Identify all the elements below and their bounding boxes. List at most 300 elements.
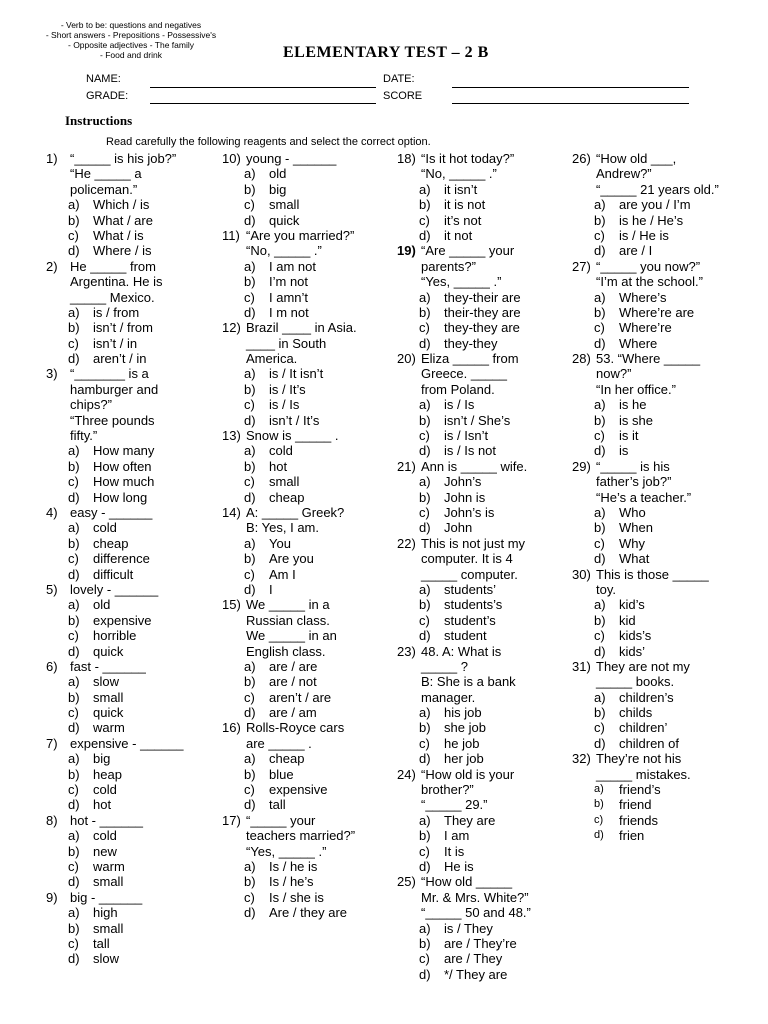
option-text: old [269, 166, 287, 182]
option-text: friends [619, 812, 659, 828]
option-letter: a) [419, 289, 431, 305]
option-text: quick [93, 643, 124, 659]
question-text: father’s job?” [596, 474, 672, 490]
option-letter: c) [68, 474, 79, 490]
option-text: How long [93, 489, 148, 505]
option-text: aren’t / are [269, 689, 332, 705]
option-letter: a) [68, 905, 80, 921]
option-text: is it [619, 428, 639, 444]
question-number: 30) [572, 566, 591, 582]
question-number: 32) [572, 751, 591, 767]
option-text: big [269, 181, 287, 197]
option-letter: b) [244, 551, 256, 567]
option-text: What / are [93, 212, 153, 228]
option-text: high [93, 905, 118, 921]
question-text: They are not my [596, 658, 690, 674]
question-text: Russian class. [246, 612, 330, 628]
question-text: Snow is _____ . [246, 428, 339, 444]
question-text: hot - ______ [70, 812, 144, 828]
question-text: expensive - ______ [70, 735, 184, 751]
option-letter: a) [68, 674, 80, 690]
option-letter: c) [244, 782, 255, 798]
option-letter: c) [419, 951, 430, 967]
option-letter: a) [68, 520, 80, 536]
question-text: now?” [596, 366, 632, 382]
question-number: 13) [222, 428, 241, 444]
option-letter: a) [244, 443, 256, 459]
option-text: small [93, 874, 124, 890]
option-text: friend [619, 797, 652, 813]
question-text: “In her office.” [596, 381, 676, 397]
question-number: 15) [222, 597, 241, 613]
option-letter: b) [594, 520, 606, 536]
topics-list [26, 20, 236, 60]
question-text: “Yes, _____ .” [246, 843, 327, 859]
option-letter: b) [594, 705, 606, 721]
question-number: 18) [397, 151, 416, 166]
option-letter: d) [244, 581, 256, 597]
option-text: friend’s [619, 782, 661, 798]
option-letter: b) [594, 304, 606, 320]
score-field[interactable] [452, 103, 689, 104]
option-text: warm [93, 858, 125, 874]
question-text: “Is it hot today?” [421, 151, 515, 166]
question-text: Ann is _____ wife. [421, 458, 528, 474]
option-text: warm [93, 720, 125, 736]
option-letter: b) [244, 874, 256, 890]
option-letter: b) [244, 458, 256, 474]
option-text: Why [619, 535, 645, 551]
question-text: “_____ 50 and 48.” [421, 905, 531, 921]
option-letter: c) [419, 212, 430, 228]
option-text: small [269, 197, 300, 213]
question-text: “How old _____ [421, 874, 513, 890]
question-text: “How old is your [421, 766, 515, 782]
question-number: 29) [572, 458, 591, 474]
question-text: “Three pounds [70, 412, 155, 428]
question-text: Argentina. He is [70, 274, 163, 290]
option-text: Are you [269, 551, 314, 567]
option-letter: a) [244, 858, 256, 874]
option-text: kid’s [619, 597, 645, 613]
option-letter: b) [419, 304, 431, 320]
option-text: It is [444, 843, 465, 859]
option-text: You [269, 535, 291, 551]
question-number: 19) [397, 243, 416, 259]
option-text: blue [269, 766, 294, 782]
option-text: Where [619, 335, 658, 351]
option-text: John is [444, 489, 486, 505]
option-letter: c) [419, 428, 430, 444]
option-text: their-they are [444, 304, 521, 320]
question-text: This is not just my [421, 535, 526, 551]
question-text: They’re not his [596, 751, 682, 767]
option-text: expensive [269, 782, 328, 798]
option-letter: c) [594, 628, 605, 644]
question-number: 14) [222, 504, 241, 520]
option-letter: b) [419, 935, 431, 951]
option-letter: a) [244, 166, 256, 182]
option-letter: b) [244, 766, 256, 782]
topic-line: - Short answers - Prepositions - Possessive's [45, 30, 217, 40]
option-text: Is / she is [269, 889, 324, 905]
option-letter: b) [68, 320, 80, 336]
option-letter: b) [68, 920, 80, 936]
option-text: children’ [619, 720, 668, 736]
option-letter: d) [244, 212, 256, 228]
option-text: they-they [444, 335, 498, 351]
option-text: cheap [269, 489, 305, 505]
question-text: toy. [596, 581, 616, 597]
grade-label: GRADE: [86, 90, 129, 102]
option-text: quick [269, 212, 300, 228]
question-text: “I’m at the school.” [596, 274, 703, 290]
option-text: tall [269, 797, 286, 813]
option-text: it’s not [444, 212, 482, 228]
option-letter: d) [68, 643, 80, 659]
option-text: How much [93, 474, 155, 490]
option-text: cold [93, 782, 117, 798]
question-text: America. [246, 351, 298, 367]
option-text: What [619, 551, 650, 567]
option-letter: b) [419, 197, 431, 213]
option-text: is he / He’s [619, 212, 684, 228]
question-text: A: _____ Greek? [246, 504, 345, 520]
option-text: are / am [269, 705, 317, 721]
instructions-text: Read carefully the following reagents and select the correct option. [106, 136, 431, 148]
option-letter: d) [419, 227, 431, 243]
option-letter: d) [244, 489, 256, 505]
option-letter: a) [419, 181, 431, 197]
option-letter: c) [244, 566, 255, 582]
option-letter: c) [594, 320, 605, 336]
option-text: How often [93, 458, 152, 474]
option-letter: c) [68, 705, 79, 721]
option-text: is / They [444, 920, 493, 936]
option-text: cold [269, 443, 293, 459]
question-text: fifty.” [70, 428, 98, 444]
question-number: 12) [222, 320, 241, 336]
question-number: 3) [46, 366, 58, 382]
option-text: Where / is [93, 243, 152, 259]
option-letter: b) [594, 412, 606, 428]
option-letter: b) [419, 412, 431, 428]
option-text: When [619, 520, 653, 536]
option-text: is / It’s [269, 381, 306, 397]
option-letter: d) [594, 551, 606, 567]
option-letter: d) [68, 951, 80, 967]
option-text: are / They’re [444, 935, 517, 951]
option-letter: b) [68, 766, 80, 782]
option-text: isn’t / It’s [269, 412, 320, 428]
question-text: chips?” [70, 397, 112, 413]
option-letter: d) [594, 243, 606, 259]
date-field[interactable] [452, 87, 689, 88]
option-text: Where’re [619, 320, 672, 336]
option-text: Is / he is [269, 858, 318, 874]
question-number: 9) [46, 889, 58, 905]
option-text: isn’t / She’s [444, 412, 511, 428]
option-text: hot [269, 458, 288, 474]
option-letter: c) [68, 335, 79, 351]
option-letter: a) [244, 535, 256, 551]
option-letter: a) [594, 597, 606, 613]
option-letter: d) [68, 797, 80, 813]
option-text: they-they are [444, 320, 520, 336]
option-text: student [444, 628, 487, 644]
option-text: big [93, 751, 111, 767]
option-letter: c) [594, 535, 605, 551]
option-letter: c) [419, 504, 430, 520]
option-text: children’s [619, 689, 674, 705]
option-letter: d) [68, 874, 80, 890]
question-text: _____ computer. [421, 566, 518, 582]
option-text: is she [619, 412, 653, 428]
option-text: hot [93, 797, 112, 813]
option-text: John [444, 520, 473, 536]
option-text: I am [444, 828, 470, 844]
score-label: SCORE [383, 90, 423, 102]
option-letter: c) [594, 227, 605, 243]
option-letter: b) [68, 612, 80, 628]
option-letter: a) [244, 658, 256, 674]
question-number: 31) [572, 658, 591, 674]
option-letter: d) [419, 443, 431, 459]
question-text: _____ ? [421, 658, 468, 674]
option-text: I m not [269, 304, 309, 320]
question-text: “_____ your [246, 812, 316, 828]
option-letter: b) [244, 274, 256, 290]
question-text: “_____ 29.” [421, 797, 488, 813]
question-text: “Are _____ your [421, 243, 515, 259]
option-letter: b) [419, 720, 431, 736]
option-text: horrible [93, 628, 137, 644]
option-letter: c) [244, 397, 255, 413]
option-letter: a) [68, 304, 80, 320]
question-number: 2) [46, 258, 58, 274]
question-text: “Are you married?” [246, 227, 355, 243]
option-text: cold [93, 520, 117, 536]
question-text: brother?” [421, 782, 474, 798]
option-text: cheap [93, 535, 129, 551]
option-letter: d) [419, 966, 431, 982]
question-text: hamburger and [70, 381, 159, 397]
question-number: 24) [397, 766, 416, 782]
option-letter: c) [68, 551, 79, 567]
topic-line: - Verb to be: questions and negatives [60, 20, 202, 30]
question-text: “He’s a teacher.” [596, 489, 692, 505]
question-number: 20) [397, 351, 416, 367]
question-number: 7) [46, 735, 58, 751]
option-text: cold [93, 828, 117, 844]
option-letter: d) [594, 643, 606, 659]
option-text: Are / they are [269, 905, 348, 921]
option-letter: c) [68, 858, 79, 874]
question-text: “_______ is a [70, 366, 149, 382]
option-letter: c) [68, 628, 79, 644]
option-letter: a) [68, 828, 80, 844]
option-text: is / from [93, 304, 140, 320]
question-text: Brazil ____ in Asia. [246, 320, 357, 336]
option-text: difficult [93, 566, 134, 582]
question-text: “He _____ a [70, 166, 142, 182]
option-text: Where’s [619, 289, 667, 305]
option-letter: d) [244, 905, 256, 921]
option-letter: b) [68, 843, 80, 859]
question-text: ____ in South [246, 335, 327, 351]
option-text: they-their are [444, 289, 521, 305]
option-text: They are [444, 812, 496, 828]
option-text: is [619, 443, 629, 459]
question-text: “_____ is his job?” [70, 151, 177, 166]
option-letter: d) [68, 566, 80, 582]
option-letter: d) [419, 751, 431, 767]
option-letter: d) [68, 489, 80, 505]
question-text: parents?” [421, 258, 476, 274]
option-letter: a) [68, 751, 80, 767]
question-text: Rolls-Royce cars [246, 720, 345, 736]
option-text: slow [93, 951, 120, 967]
option-text: kids’ [619, 643, 646, 659]
option-letter: d) [68, 243, 80, 259]
option-letter: a) [419, 474, 431, 490]
option-letter: c) [68, 935, 79, 951]
option-letter: c) [594, 428, 605, 444]
name-field[interactable] [150, 87, 376, 88]
question-text: from Poland. [421, 381, 495, 397]
option-letter: b) [594, 212, 606, 228]
option-text: aren’t / in [93, 351, 147, 367]
option-letter: b) [68, 458, 80, 474]
option-letter: a) [419, 397, 431, 413]
option-text: his job [444, 705, 482, 721]
option-letter: b) [419, 597, 431, 613]
question-number: 6) [46, 658, 58, 674]
option-text: it not [444, 227, 473, 243]
question-number: 23) [397, 643, 416, 659]
question-text: We _____ in an [246, 628, 337, 644]
question-text: “Yes, _____ .” [421, 274, 502, 290]
option-letter: b) [68, 689, 80, 705]
question-text: We _____ in a [246, 597, 330, 613]
option-text: are / not [269, 674, 317, 690]
question-text: B: Yes, I am. [246, 520, 319, 536]
option-letter: b) [68, 535, 80, 551]
question-text: B: She is a bank [421, 674, 516, 690]
question-text: This is those _____ [596, 566, 709, 582]
option-letter: c) [244, 689, 255, 705]
option-text: */ They are [444, 966, 508, 982]
option-letter: b) [244, 181, 256, 197]
option-text: cheap [269, 751, 305, 767]
option-text: is / Is [269, 397, 300, 413]
option-letter: b) [594, 612, 606, 628]
option-letter: a) [594, 197, 606, 213]
option-text: slow [93, 674, 120, 690]
question-text: English class. [246, 643, 326, 659]
question-text: lovely - ______ [70, 581, 159, 597]
option-text: small [269, 474, 300, 490]
option-letter: b) [419, 489, 431, 505]
question-text: fast - ______ [70, 658, 146, 674]
question-number: 8) [46, 812, 58, 828]
option-text: heap [93, 766, 122, 782]
question-text: “No, _____ .” [246, 243, 322, 259]
question-text: “No, _____ .” [421, 166, 497, 182]
option-letter: a) [68, 597, 80, 613]
option-text: are / They [444, 951, 503, 967]
option-letter: a) [68, 197, 80, 213]
option-letter: c) [68, 782, 79, 798]
option-letter: a) [594, 397, 606, 413]
question-text: manager. [421, 689, 476, 705]
question-text: policeman.” [70, 181, 138, 197]
question-text: “How old ___, [596, 151, 677, 166]
option-text: is / He is [619, 227, 669, 243]
option-letter: a) [68, 443, 80, 459]
option-text: students’s [444, 597, 503, 613]
option-letter: b) [594, 798, 604, 811]
option-text: students’ [444, 581, 497, 597]
name-label: NAME: [86, 73, 121, 85]
option-text: her job [444, 751, 484, 767]
question-number: 26) [572, 151, 591, 166]
option-letter: d) [68, 351, 80, 367]
question-text: computer. It is 4 [421, 551, 513, 567]
question-number: 10) [222, 151, 241, 166]
option-text: quick [93, 705, 124, 721]
question-number: 1) [46, 151, 58, 166]
option-letter: c) [419, 843, 430, 859]
question-text: young - ______ [246, 151, 337, 166]
date-label: DATE: [383, 73, 415, 85]
option-text: student’s [444, 612, 496, 628]
question-number: 21) [397, 458, 416, 474]
topic-line: - Food and drink [100, 50, 162, 60]
option-letter: b) [419, 828, 431, 844]
option-letter: b) [68, 212, 80, 228]
question-number: 17) [222, 812, 241, 828]
option-text: expensive [93, 612, 152, 628]
option-letter: d) [244, 705, 256, 721]
option-letter: d) [68, 720, 80, 736]
option-letter: d) [594, 829, 604, 842]
grade-field[interactable] [150, 103, 376, 104]
option-letter: a) [594, 689, 606, 705]
option-text: I am not [269, 258, 316, 274]
question-number: 28) [572, 351, 591, 367]
option-text: new [93, 843, 117, 859]
option-text: Which / is [93, 197, 150, 213]
option-letter: d) [419, 520, 431, 536]
option-text: small [93, 689, 124, 705]
question-number: 5) [46, 581, 58, 597]
question-text: _____ Mexico. [70, 289, 155, 305]
option-letter: d) [419, 335, 431, 351]
option-text: tall [93, 935, 110, 951]
option-text: Who [619, 504, 646, 520]
option-text: difference [93, 551, 150, 567]
option-letter: d) [594, 335, 606, 351]
option-text: frien [619, 828, 645, 844]
option-text: it isn’t [444, 181, 478, 197]
option-text: it is not [444, 197, 486, 213]
page-title: ELEMENTARY TEST – 2 B [283, 44, 489, 61]
question-number: 22) [397, 535, 416, 551]
option-text: isn’t / from [93, 320, 153, 336]
option-letter: d) [244, 304, 256, 320]
topic-line: - Opposite adjectives - The family [68, 40, 194, 50]
